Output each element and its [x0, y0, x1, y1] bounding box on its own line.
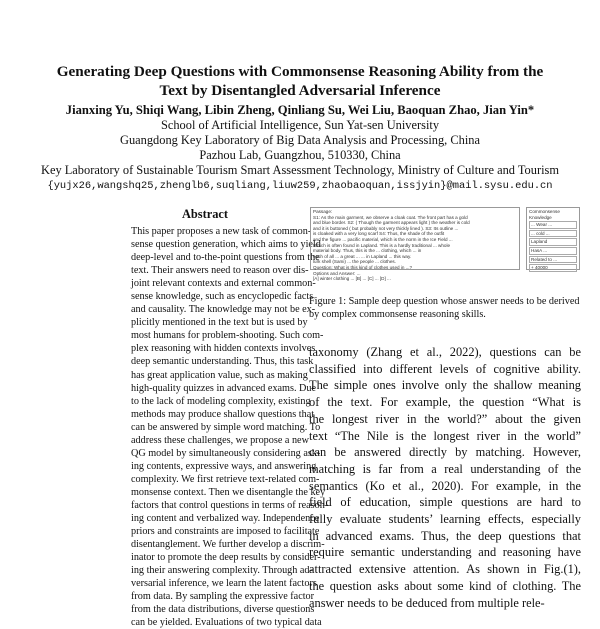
abstract-line: complexity. We first retrieve text-related com- [131, 473, 320, 485]
body-line: in advanced exams. Thus, the deep questions that [309, 528, 581, 543]
body-line: The simple ones involve only the shallow meaning [309, 378, 581, 393]
affiliation-2: Guangdong Key Laboratory of Big Data Analysis and Processing, China [120, 133, 480, 147]
abstract-line: sense question generation, which aims to yield [131, 239, 321, 251]
abstract-line: from data. By sampling the expressive factor [131, 591, 315, 603]
figure-passage-line: is cloaked with a very long scarf S4: Thus, the shade of the outfit [313, 231, 445, 237]
figure-knowledge-label: Commonsense Knowledge [529, 209, 560, 220]
author-list: Jianxing Yu, Shiqi Wang, Libin Zheng, Qinliang Su, Wei Liu, Baoquan Zhao, Jian Yin* [65, 103, 535, 117]
abstract-line: factors that control questions in terms of reason- [131, 499, 329, 511]
figure-passage-label: Passage: [313, 209, 333, 214]
abstract-line: deep-level and to-the-point questions from the [131, 252, 320, 264]
figure-options: [A] winter clothing ... [B] ... [C] ... [D] ... [313, 276, 391, 282]
body-line: attracted extensive attention. As shown in Fig.(1), [309, 562, 581, 577]
abstract-line: can be yielded. Evaluations of two typical data [131, 617, 322, 629]
body-line: can be answered directly by matching. However, [309, 445, 581, 460]
affiliation-1: School of Artificial Intelligence, Sun Yat-sen University [160, 118, 440, 132]
body-line: fully evaluate students’ learning effects, especially [309, 512, 581, 527]
figure-knowledge-item: + 40000 [529, 264, 577, 272]
abstract-line: plex reasoning with hidden contexts involves [131, 343, 316, 355]
abstract-line: inator to promote the deep results by consider- [131, 552, 321, 564]
abstract-line: text. Their answers need to reason over dis- [131, 265, 309, 277]
affiliation-4: Key Laboratory of Sustainable Tourism Smart Assessment Technology, Ministry of Culture and Tourism [41, 163, 559, 177]
abstract-line: most humans for problem-shooting. Such com- [131, 330, 324, 342]
body-line: semantics (Ko et al., 2020). For example, in the [309, 478, 581, 493]
body-line: the question asks about some kind of clothing. The [309, 578, 581, 593]
abstract-body [131, 225, 329, 629]
abstract-line: ing their answering complexity. Through ad- [131, 565, 313, 577]
body-line: matching is far from a real understanding of the [309, 461, 581, 476]
figure-passage-line: and it is buttoned ( but probably not very thickly lined ). S3: Its outline ... [313, 225, 459, 231]
figure-passage-panel [310, 207, 520, 282]
abstract-line: high-quality quizzes in advanced exams. Due [131, 382, 317, 394]
abstract-line: has great application value, such as making [131, 369, 308, 381]
abstract-line: sense knowledge, such as encyclopedic facts [131, 291, 314, 303]
abstract-line: ing contents, expressive ways, and answering [131, 460, 317, 472]
abstract-line: priors and constraints are imposed to facilitate [131, 526, 320, 538]
abstract-line: deep semantic understanding. Thus, this task [131, 356, 314, 368]
body-line: answer needs to be deduced from multiple rele- [309, 595, 545, 610]
figure-passage-line: each of all ... a great ... ... in Lapland ... this way. [313, 253, 412, 259]
figure-question: Question: What is this kind of clothes used in ...? [313, 264, 413, 270]
paper-title [40, 62, 560, 100]
abstract-line: QG model by simultaneously considering ask- [131, 447, 321, 459]
figure-passage-text [313, 215, 517, 265]
abstract-line: plicitly mentioned in the text but is used by [131, 317, 308, 329]
body-line: the longest river in the world?” about the given [309, 411, 581, 426]
right-column-body [309, 344, 581, 611]
abstract-line: versarial inference, we learn the latent factors [131, 578, 317, 590]
author-emails: {yujx26,wangshq25,zhenglb6,suqliang,liuw259,zhaobaoquan,issjyin}@mail.sysu.edu.cn [47, 180, 553, 192]
abstract-line: from the data distributions, diverse questions [131, 604, 315, 616]
figure-knowledge-items [529, 221, 577, 272]
figure-1 [310, 207, 580, 282]
abstract-line: address these challenges, we propose a new [131, 434, 309, 446]
title-line-2: Text by Disentangled Adversarial Inference [159, 82, 441, 99]
abstract-line: joint relevant contexts and external common- [131, 278, 316, 290]
body-line: text “The Nile is the longest river in the world” [309, 428, 581, 443]
abstract-line: This paper proposes a new task of common- [131, 226, 312, 237]
figure-knowledge-item: ... Wear ... [529, 221, 577, 229]
figure-passage-line: and the figure ... pacific material, which is the norm in the Ice Field ... [313, 236, 453, 242]
abstract-line: and causality. The knowledge may not be ex- [131, 304, 316, 316]
body-line: field of education, simple questions are hard to [309, 495, 581, 510]
figure-knowledge-item: HasA ... [529, 247, 577, 255]
figure-knowledge-item: ... cold ... [529, 230, 577, 238]
abstract-line: can be answered by simple word matching. To [131, 421, 321, 433]
abstract-line: ing content and verbalized way. Independence [131, 513, 320, 525]
abstract-heading: Abstract [181, 207, 229, 221]
body-line: require semantic understanding and reasoning have [309, 545, 581, 560]
figure-passage-line: S1: As the main garment, we observe a cloak coat. The front part has a gold [313, 214, 468, 220]
abstract-line: methods may produce shallow questions that [131, 408, 315, 420]
figure-passage-line: lurk shell (Sami) ... the people ... clothes. [313, 259, 396, 265]
abstract-line: disentanglement. We further develop a discrim- [131, 539, 325, 551]
figure-passage-line: material body. Thus, this is the ... clothing, which ... in [313, 248, 422, 254]
figure-answer: Options and Answer: ... [313, 270, 361, 276]
body-line: of the text. For example, the question “What is [309, 395, 581, 410]
affiliation-3: Pazhou Lab, Guangzhou, 510330, China [199, 148, 401, 162]
figure-caption: Figure 1: Sample deep question whose answer needs to be derived by complex commonsense reasoning skills. [309, 296, 580, 320]
body-line: taxonomy (Zhang et al., 2022), questions can be [309, 345, 581, 359]
abstract-line: monsense context. Then we disentangle the key [131, 486, 326, 498]
figure-passage-line: and blue border. S2: ( Though the garment appears light ) the weather is cold [313, 220, 470, 226]
title-line-1: Generating Deep Questions with Commonsense Reasoning Ability from the [56, 63, 544, 80]
figure-knowledge-item: Related to ... [529, 256, 577, 264]
figure-passage-line: Which is often found in Lapland. This is a hardly traditional ... whole [313, 242, 451, 248]
body-line: classified into different levels of cognitive ability. [309, 361, 581, 376]
figure-knowledge-item: Lapland [529, 238, 577, 246]
figure-knowledge-panel [526, 207, 580, 270]
abstract-line: to the lack of modeling complexity, existing [131, 395, 311, 407]
